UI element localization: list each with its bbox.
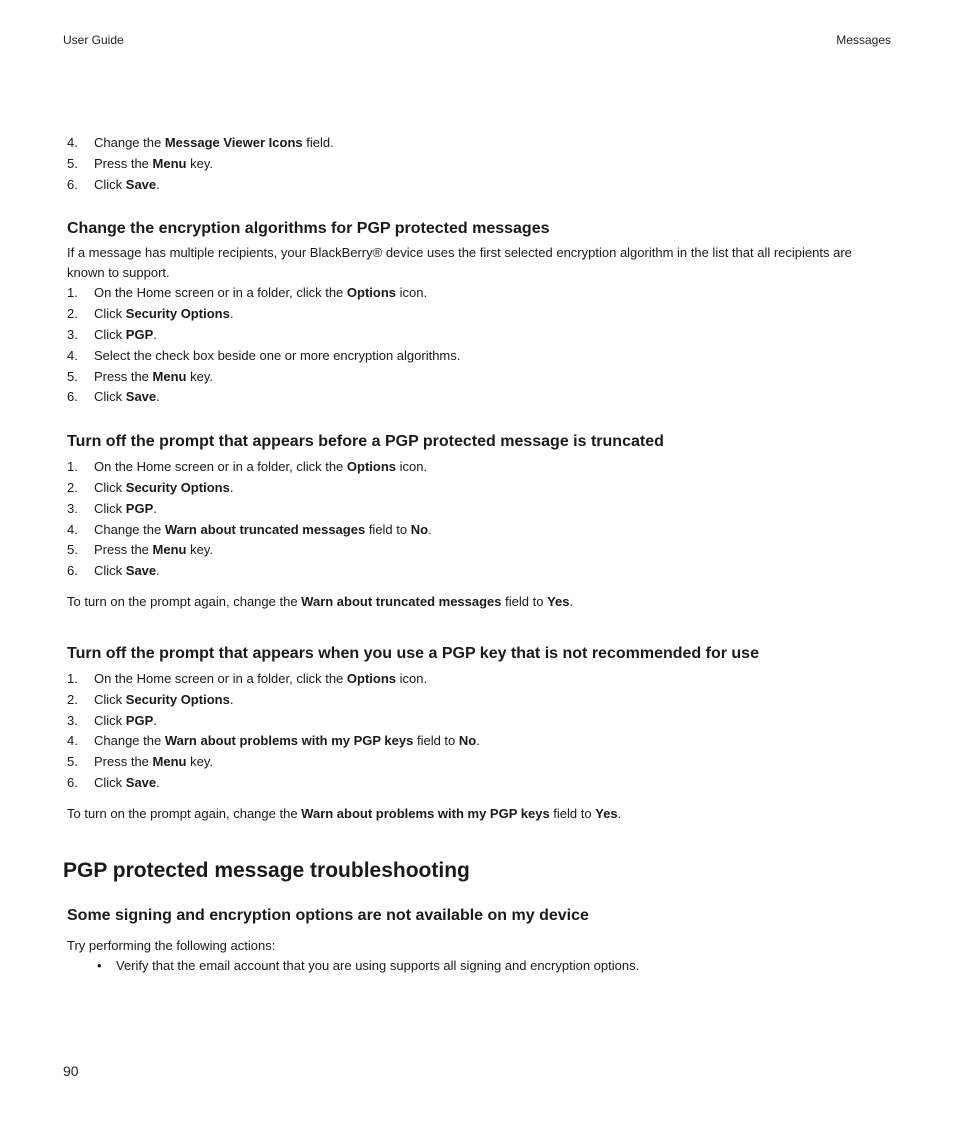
page-content: [63, 133, 891, 976]
list-item: 6. Click Save.: [67, 176, 160, 192]
list-item: 6. Click Save.: [67, 563, 160, 579]
section-note: To turn on the prompt again, change the Warn about problems with my PGP keys field to Yes.: [67, 805, 622, 821]
list-item: 5. Press the Menu key.: [67, 542, 213, 558]
steps-list-encryption-algorithms: [67, 283, 891, 408]
steps-list-truncated-prompt: [67, 457, 891, 582]
list-item: 5. Press the Menu key.: [67, 155, 213, 171]
intro-steps: [67, 133, 891, 195]
list-item: 2. Click Security Options.: [67, 691, 234, 707]
list-item: 5. Press the Menu key.: [67, 368, 213, 384]
list-item: 4. Change the Warn about truncated messages field to No.: [67, 521, 432, 537]
list-item: 2. Click Security Options.: [67, 306, 234, 322]
list-item: 3. Click PGP.: [67, 712, 157, 728]
list-item: 3. Click PGP.: [67, 500, 157, 516]
section-intro: Try performing the following actions:: [67, 937, 276, 953]
list-item: 5. Press the Menu key.: [67, 754, 213, 770]
list-item: 1. On the Home screen or in a folder, click the Options icon.: [67, 670, 428, 686]
section-description: If a message has multiple recipients, your BlackBerry® device uses the first selected encryption algorithm in the list that all recipients are known to support.: [67, 245, 852, 281]
list-item: 3. Click PGP.: [67, 326, 157, 342]
section-note: To turn on the prompt again, change the Warn about truncated messages field to Yes.: [67, 593, 574, 609]
list-item: 6. Click Save.: [67, 774, 160, 790]
steps-list-pgp-key-prompt: [67, 669, 891, 794]
section-heading-signing-options: Some signing and encryption options are not available on my device: [67, 906, 589, 924]
list-item: 2. Click Security Options.: [67, 479, 234, 495]
page-number: 90: [63, 1063, 79, 1079]
list-item: 6. Click Save.: [67, 389, 160, 405]
section-heading-pgp-key-prompt: Turn off the prompt that appears when you use a PGP key that is not recommended for use: [67, 644, 759, 662]
list-item: 4. Select the check box beside one or more encryption algorithms.: [67, 347, 461, 363]
list-item: 1. On the Home screen or in a folder, click the Options icon.: [67, 285, 428, 301]
running-header-left: User Guide: [63, 33, 124, 47]
list-item: • Verify that the email account that you are using supports all signing and encryption options.: [67, 956, 891, 976]
section-heading-encryption-algorithms: Change the encryption algorithms for PGP protected messages: [67, 220, 550, 238]
bullet-icon: •: [97, 957, 102, 973]
chapter-heading-troubleshooting: PGP protected message troubleshooting: [63, 858, 470, 882]
section-heading-truncated-prompt: Turn off the prompt that appears before a PGP protected message is truncated: [67, 433, 664, 451]
bullet-list: [67, 956, 891, 976]
list-item: 4. Change the Warn about problems with my PGP keys field to No.: [67, 733, 480, 749]
running-header-right: Messages: [836, 33, 891, 47]
list-item: 4. Change the Message Viewer Icons field.: [67, 135, 334, 150]
list-item: 1. On the Home screen or in a folder, click the Options icon.: [67, 459, 428, 475]
